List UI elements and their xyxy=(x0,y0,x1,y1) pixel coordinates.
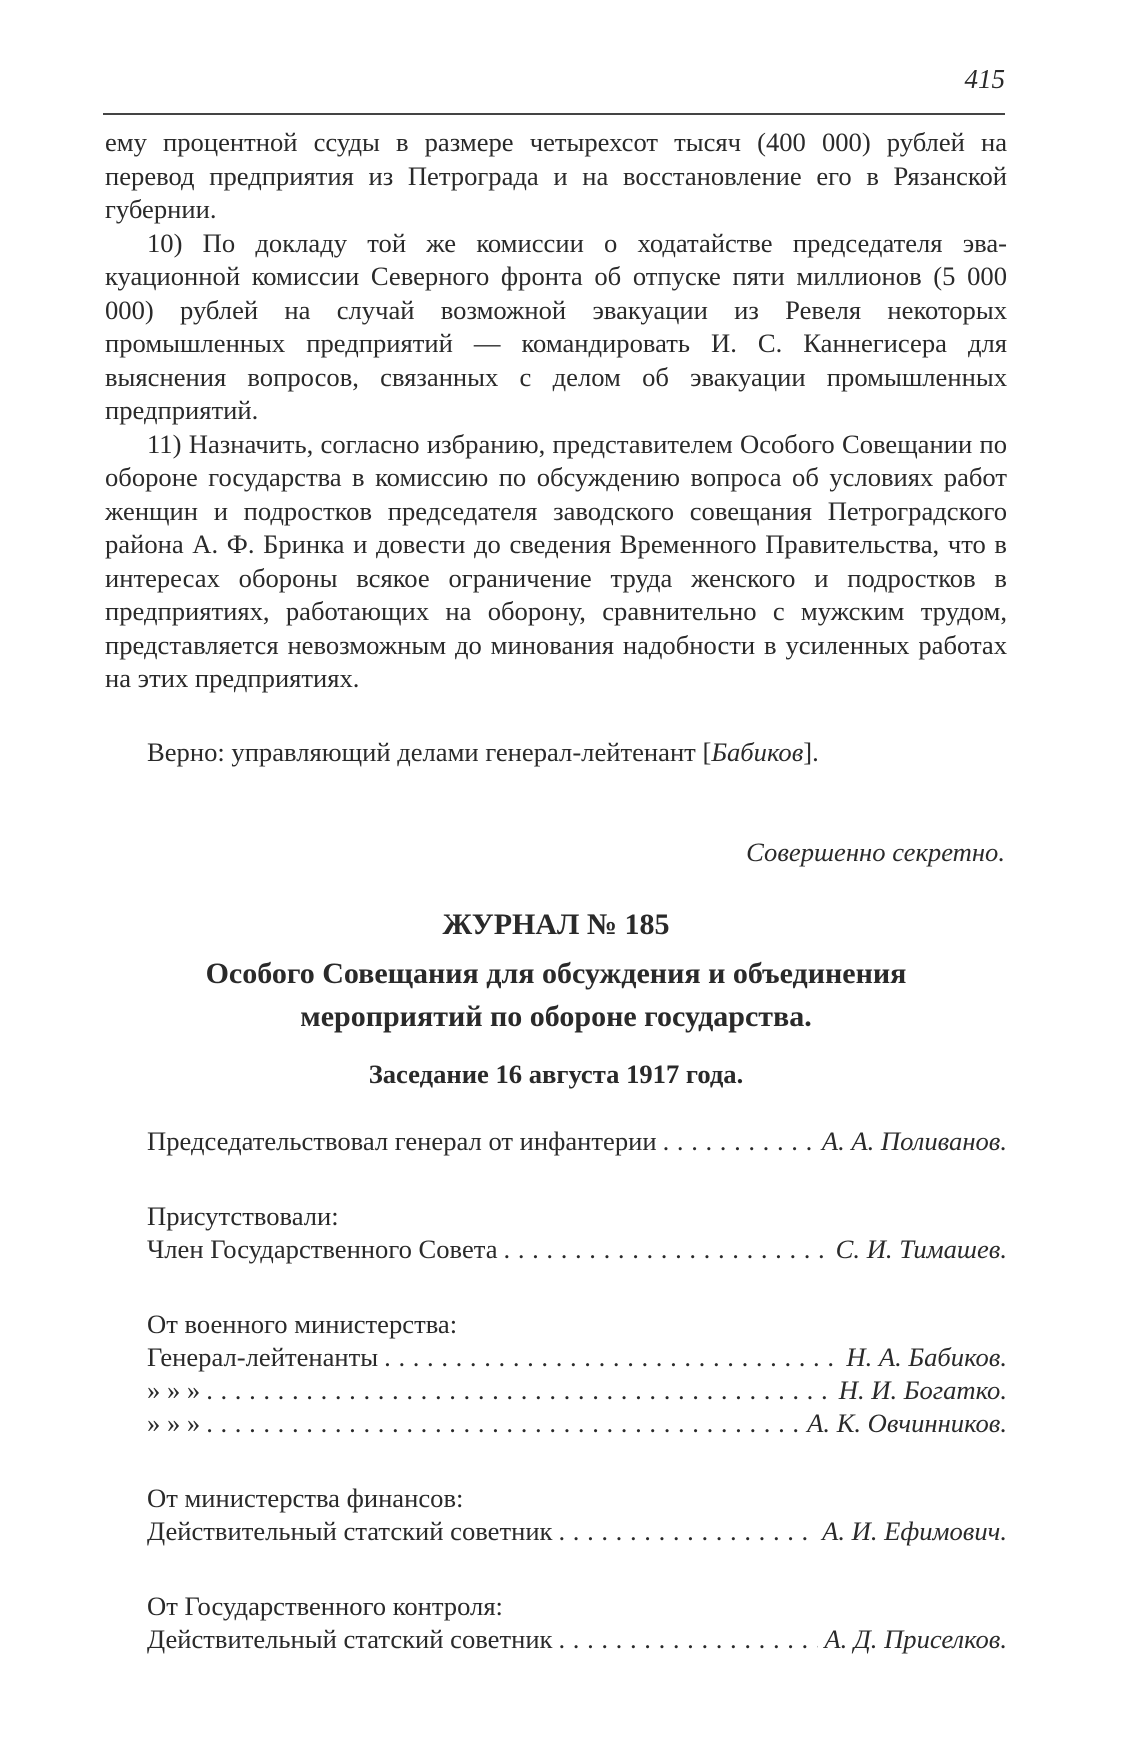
chair-name: А. А. Поливанов. xyxy=(821,1126,1007,1156)
session-date: Заседание 16 августа 1917 года. xyxy=(368,1059,744,1089)
attestation-name: Бабиков xyxy=(711,737,804,767)
dot-leader xyxy=(504,1233,830,1266)
secrecy-label: Совершенно секретно. xyxy=(746,837,1005,867)
section-heading: От Государственного контроля: xyxy=(147,1591,503,1621)
attendee-row xyxy=(147,1341,1007,1374)
attendee-row xyxy=(147,1623,1007,1656)
attendee-role: Действительный статский советник xyxy=(147,1516,553,1546)
attendee-name: Н. И. Богатко. xyxy=(838,1375,1007,1405)
attendee-role: Генерал-лейтенанты xyxy=(147,1342,379,1372)
dot-leader xyxy=(384,1341,840,1374)
attendee-row xyxy=(147,1407,1007,1440)
attestation xyxy=(147,736,819,769)
paragraph: ему процентной ссуды в размере четырехсот тысяч (400 000) рублей на перевод предприятия из Петрограда и на восстановление его в Рязанской губернии. xyxy=(105,127,1007,224)
journal-subtitle xyxy=(105,952,1007,1038)
attendee-role: Член Государственного Совета xyxy=(147,1234,498,1264)
attendee-row xyxy=(147,1515,1007,1548)
attendee-name: Н. А. Бабиков. xyxy=(846,1342,1007,1372)
dot-leader xyxy=(206,1407,801,1440)
dot-leader xyxy=(206,1374,833,1407)
attendee-role: » » » xyxy=(147,1408,201,1438)
dot-leader xyxy=(663,1125,816,1158)
attendee-row xyxy=(147,1233,1007,1266)
dot-leader xyxy=(558,1623,818,1656)
attendee-name: А. К. Овчинников. xyxy=(807,1408,1007,1438)
attendee-name: С. И. Тимашев. xyxy=(835,1234,1007,1264)
journal-subtitle-line: Особого Совещания для обсуждения и объединения xyxy=(205,957,907,990)
header-rule xyxy=(103,113,1005,115)
attendee-name: А. И. Ефимович. xyxy=(822,1516,1007,1546)
attendee-name: А. Д. Приселков. xyxy=(824,1624,1007,1654)
section-heading: От военного министерства: xyxy=(147,1309,458,1339)
attendee-role: » » » xyxy=(147,1375,201,1405)
attestation-close: ]. xyxy=(803,737,819,767)
attendee-role: Действительный статский советник xyxy=(147,1624,553,1654)
paragraph: 10) По докладу той же комиссии о ходатайстве председателя эвакуационной комиссии Северного фронта об отпуске пяти миллионов (5 000 000) рублей на случай возможной эвакуации из Ревеля некоторых промышленных предприятий — командировать И. С. Каннегисера для выяснения вопросов, связанных с делом об эвакуации промышленных предприятий. xyxy=(105,227,1007,425)
journal-subtitle-line: мероприятий по обороне государства. xyxy=(300,1000,812,1033)
journal-title: ЖУРНАЛ № 185 xyxy=(442,908,670,941)
section-heading: Присутствовали: xyxy=(147,1201,339,1231)
attestation-text: Верно: управляющий делами генерал-лейтенант [ xyxy=(147,737,712,767)
attendee-list xyxy=(147,1125,1007,1656)
page-number: 415 xyxy=(964,64,1005,94)
dot-leader xyxy=(558,1515,816,1548)
body-text xyxy=(105,126,1007,696)
chair-label: Председательствовал генерал от инфантерии xyxy=(147,1126,657,1156)
chair-row xyxy=(147,1125,1007,1158)
attendee-row xyxy=(147,1374,1007,1407)
section-heading: От министерства финансов: xyxy=(147,1483,464,1513)
paragraph: 11) Назначить, согласно избранию, представителем Особого Совещании по обороне государства в комиссию по обсуждению вопроса об условиях работ женщин и подростков председателя заводского совещания Петроградского района А. Ф. Бринка и довести до сведения Временного Правительства, что в интересах обороны всякое ограничение труда женского и подростков в предприятиях, работающих на оборону, сравнительно с мужским трудом, представляется невозможным до минования надобности в усиленных работах на этих предприятиях. xyxy=(105,428,1007,693)
